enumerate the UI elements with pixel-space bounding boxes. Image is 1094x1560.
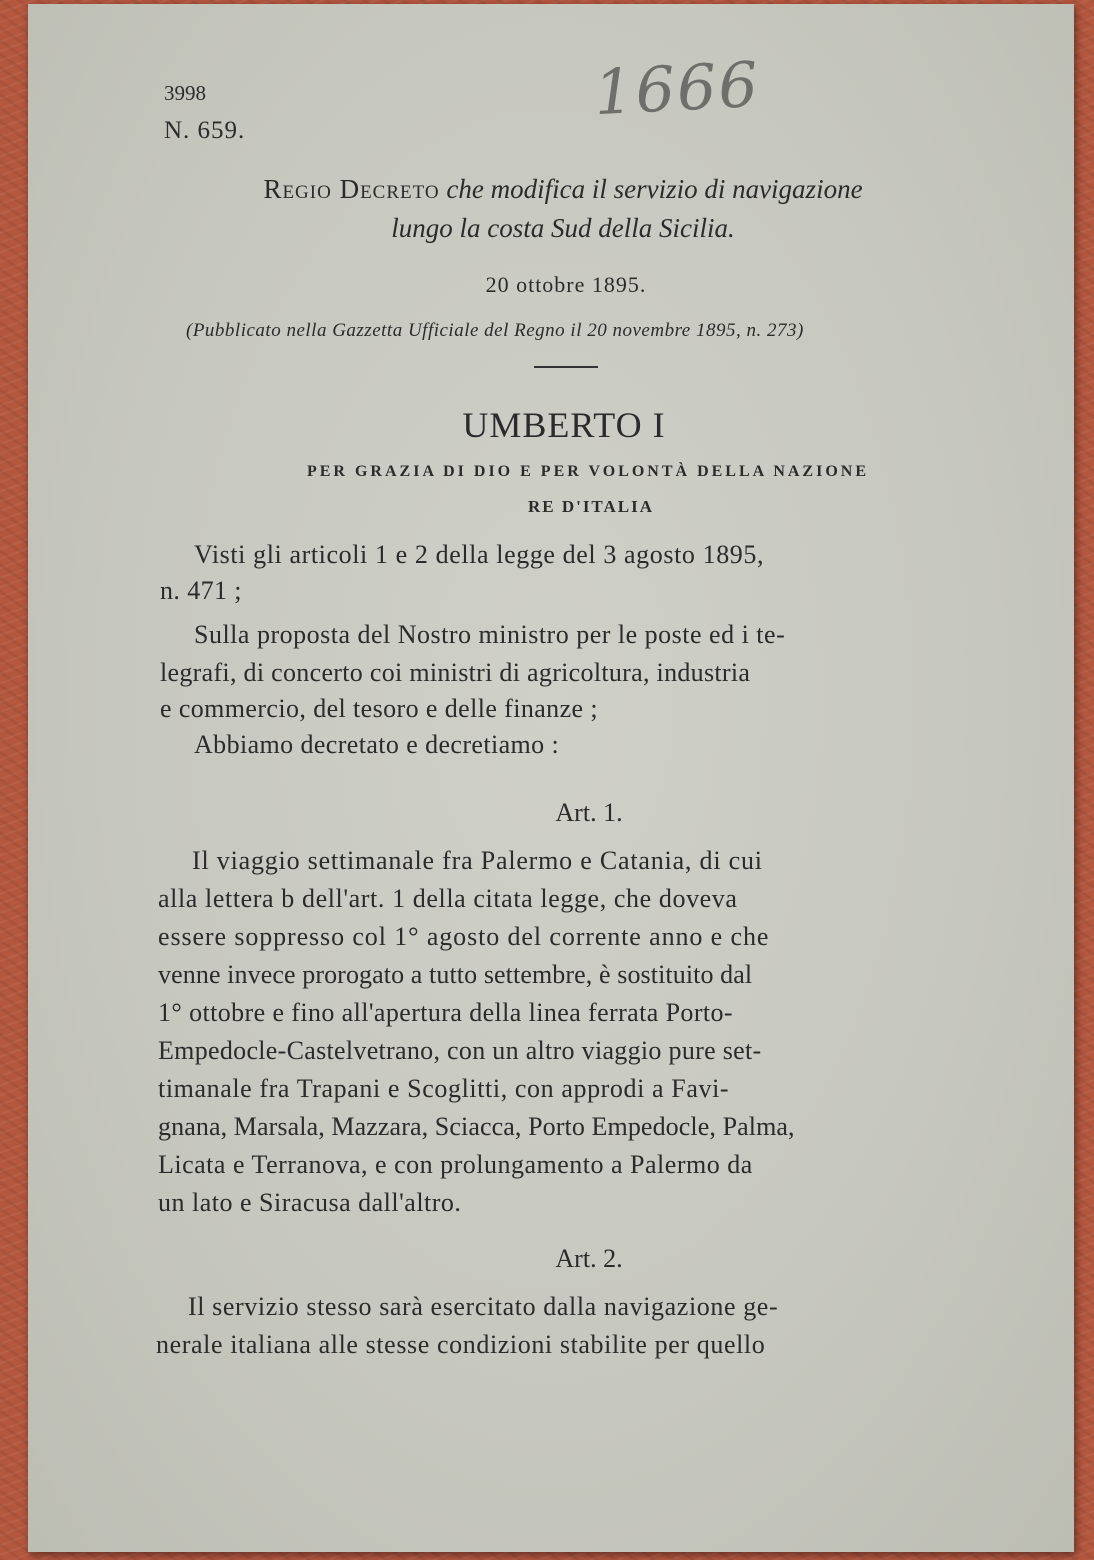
article-2-heading: Art. 2. [555,1244,623,1273]
handwritten-note: 1666 [592,47,762,130]
preamble-line: Abbiamo decretato e decretiamo : [194,730,560,759]
article-1-line: timanale fra Trapani e Scoglitti, con approdi a Favi- [158,1074,730,1103]
article-1-line: un lato e Siracusa dall'altro. [158,1188,462,1217]
divider [534,366,598,368]
article-2-line: Il servizio stesso sarà esercitato dalla navigazione ge- [188,1292,779,1321]
decree-title [148,170,978,248]
preamble-line: legrafi, di concerto coi ministri di agricoltura, industria [160,658,751,687]
article-1-line: Licata e Terranova, e con prolungamento a Palermo da [158,1150,753,1179]
preamble-line: n. 471 ; [160,576,242,605]
article-1-line: 1° ottobre e fino all'apertura della linea ferrata Porto- [158,998,733,1027]
article-1-line: essere soppresso col 1° agosto del corrente anno e che [158,922,770,951]
preamble-line: e commercio, del tesoro e delle finanze ; [160,694,598,723]
article-1-heading: Art. 1. [555,798,623,827]
king-title: RE D'ITALIA [527,497,655,516]
decree-title-subject-1: che modifica il servizio di navigazione [446,174,863,204]
page-number: 3998 [164,81,206,105]
article-1-line: gnana, Marsala, Mazzara, Sciacca, Porto Empedocle, Palma, [158,1112,795,1141]
preamble-line: Sulla proposta del Nostro ministro per le poste ed i te- [194,620,786,649]
document-page [28,4,1074,1552]
decree-title-label: Regio Decreto [263,174,440,204]
article-1-line: Il viaggio settimanale fra Palermo e Catania, di cui [192,846,763,875]
article-1-line: Empedocle-Castelvetrano, con un altro viaggio pure set- [158,1036,762,1065]
article-1-line: alla lettera b dell'art. 1 della citata legge, che doveva [158,884,738,913]
decree-number: N. 659. [164,117,246,144]
article-2-line: nerale italiana alle stesse condizioni stabilite per quello [156,1330,766,1359]
king-name: UMBERTO I [462,405,666,445]
publication-note: (Pubblicato nella Gazzetta Ufficiale del Regno il 20 novembre 1895, n. 273) [186,320,804,341]
decree-date: 20 ottobre 1895. [485,272,647,297]
article-1-line: venne invece prorogato a tutto settembre, è sostituito dal [158,960,753,989]
decree-title-subject-2: lungo la costa Sud della Sicilia. [391,213,735,243]
king-grace: PER GRAZIA DI DIO E PER VOLONTÀ DELLA NAZIONE [306,463,869,480]
preamble-line: Visti gli articoli 1 e 2 della legge del 3 agosto 1895, [194,540,765,569]
